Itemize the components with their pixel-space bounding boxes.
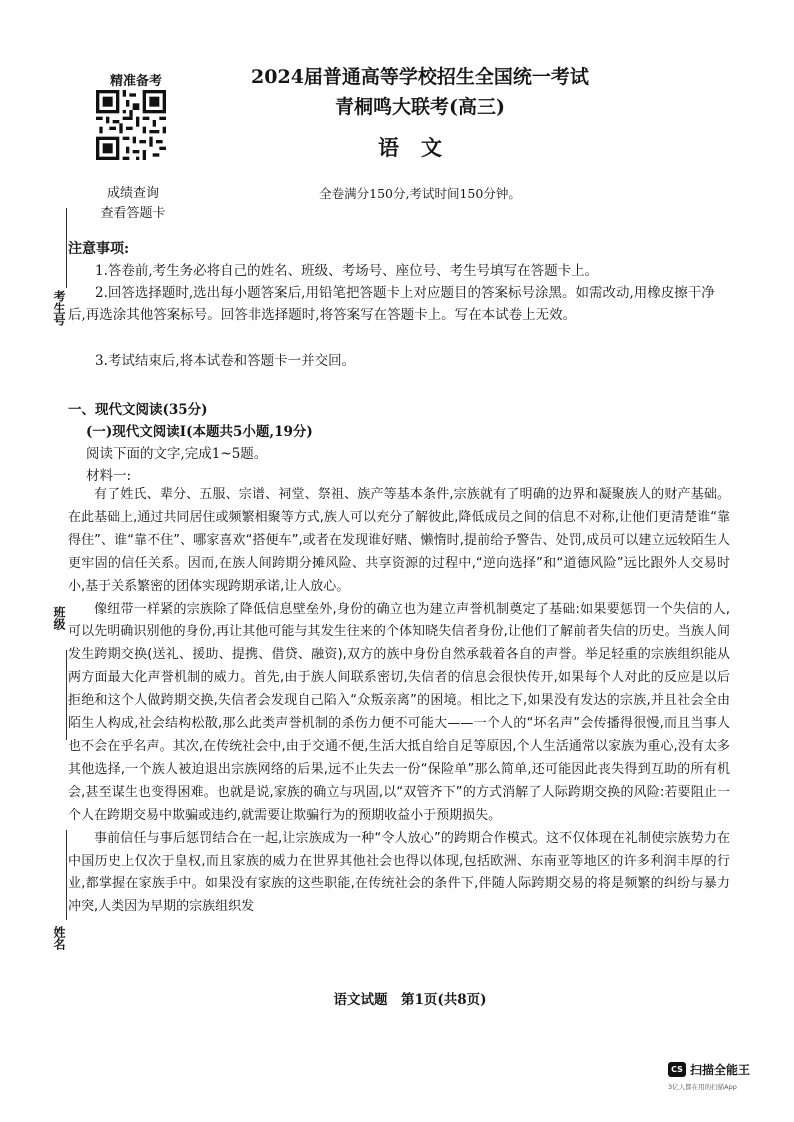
qr-caption-score-query: 成绩查询 bbox=[106, 186, 159, 201]
qr-caption-answer-sheet: 查看答题卡 bbox=[100, 206, 166, 221]
camscanner-name: 扫描全能王 bbox=[690, 1063, 751, 1077]
exam-title: 2024届普通高等学校招生全国统一考试 bbox=[251, 66, 589, 88]
body-paragraph: 像纽带一样紧的宗族除了降低信息壁垒外,身份的确立也为建立声誉机制奠定了基础:如果要惩罚一个失信的人,可以先明确识别他的身份,再让其他可能与其发生往来的个体知晓失信者身份,让他们了解前者失信的历史。当族人间发生跨期交换(送礼、援助、提携、借贷、融资),双方的族中身份自然承载着各自的声誉。举足轻重的宗族组织能从两方面最大化声誉机制的威力。首先,由于族人间联系密切,失信者的信息会很快传开,如果每个人对此的反应是以后拒绝和这个人做跨期交换,失信者会发现自己陷入“众叛亲离”的困境。相比之下,如果没有发达的宗族,并且社会全由陌生人构成,社会结构松散,那么此类声誉机制的杀伤力便不可能大——一个人的“坏名声”会传播得很慢,而且当事人也不会在乎名声。其次,在传统社会中,由于交通不便,生活大抵自给自足等原因,个人生活通常以家族为重心,没有太多其他选择,一个族人被迫退出宗族网络的后果,远不止失去一份“保险单”那么简单,还可能因此丧失得到互助的所有机会,甚至谋生也变得困难。也就是说,家族的确立与巩固,以“双管齐下”的方式消解了人际跨期交换的风险:若要阻止一个人在跨期交易中欺骗或违约,就需要让欺骗行为的预期收益小于预期损失。 bbox=[68, 601, 730, 823]
exam-subtitle: 青桐鸣大联考(高三) bbox=[335, 96, 505, 118]
notice-heading: 注意事项: bbox=[68, 241, 130, 257]
exam-no-line bbox=[66, 208, 67, 288]
camscanner-logo-icon: CS bbox=[668, 1062, 686, 1077]
name-line bbox=[66, 830, 67, 920]
notice-item-2: 2.回答选择题时,选出每小题答案后,用铅笔把答题卡上对应题目的答案标号涂黑。如需改动,用橡皮擦干净后,再选涂其他答案标号。回答非选择题时,将答案写在答题卡上。写在本试卷上无效。 bbox=[68, 285, 715, 323]
qr-code-image[interactable] bbox=[96, 90, 166, 160]
notice-item-1: 1.答卷前,考生务必将自己的姓名、班级、考场号、座位号、考生号填写在答题卡上。 bbox=[95, 263, 599, 279]
class-line bbox=[66, 650, 67, 740]
qr-title: 精准备考 bbox=[109, 74, 162, 89]
material-label: 材料一: bbox=[86, 468, 132, 484]
subsection-heading: (一)现代文阅读Ⅰ(本题共5小题,19分) bbox=[86, 424, 313, 440]
body-paragraph: 事前信任与事后惩罚结合在一起,让宗族成为一种“令人放心”的跨期合作模式。这不仅体现在礼制使宗族势力在中国历史上仅次于皇权,而且家族的威力在世界其他社会也得以体现,包括欧洲、东南亚等地区的许多利润丰厚的行业,都掌握在家族手中。如果没有家族的这些职能,在传统社会的条件下,伴随人际跨期交易的将是频繁的纠纷与暴力冲突,人类因为早期的宗族组织发 bbox=[68, 830, 730, 915]
camscanner-tagline: 3亿人都在用的扫描App bbox=[668, 1083, 737, 1091]
material-body bbox=[68, 484, 730, 919]
section-heading: 一、现代文阅读(35分) bbox=[68, 402, 208, 418]
subject-title: 语文 bbox=[378, 135, 464, 160]
body-paragraph: 有了姓氏、辈分、五服、宗谱、祠堂、祭祖、族产等基本条件,宗族就有了明确的边界和凝聚族人的财产基础。在此基础上,通过共同居住或频繁相聚等方式,族人可以充分了解彼此,降低成员之间的信息不对称,让他们更清楚谁“靠得住”、谁“靠不住”、哪家喜欢“搭便车”,或者在发现谁好赌、懒惰时,提前给予警告、处罚,成员可以建立远较陌生人更牢固的信任关系。因而,在族人间跨期分摊风险、共享资源的过程中,“逆向选择”和“道德风险”远比跟外人交易时小,基于关系繁密的团体实现跨期承诺,让人放心。 bbox=[68, 487, 730, 594]
page-footer: 语文试题 第1页(共8页) bbox=[333, 992, 487, 1008]
sidebar-class-label: 班级 bbox=[52, 606, 66, 630]
score-info: 全卷满分150分,考试时间150分钟。 bbox=[319, 186, 521, 201]
reading-instruction: 阅读下面的文字,完成1~5题。 bbox=[86, 446, 268, 462]
notice-item-3: 3.考试结束后,将本试卷和答题卡一并交回。 bbox=[95, 353, 356, 369]
sidebar-name-label: 姓名 bbox=[52, 926, 66, 950]
sidebar-exam-no-label: 考生号 bbox=[52, 290, 66, 326]
